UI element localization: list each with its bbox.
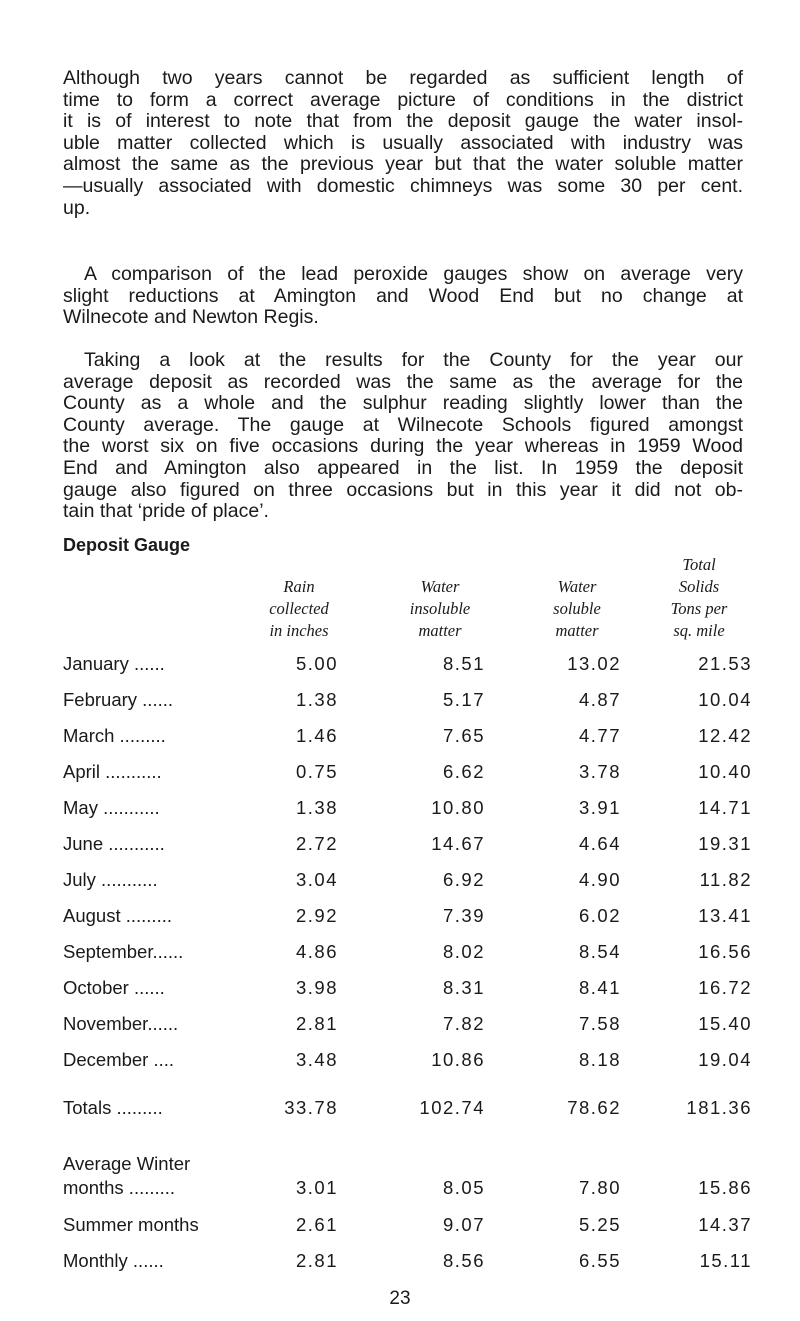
cell-insoluble: 7.65 <box>442 725 485 746</box>
text-line: it is of interest to note that from the deposit gauge the water insol- <box>63 110 743 133</box>
table-row <box>63 869 763 893</box>
text-line: County as a whole and the sulphur reading slightly lower than the <box>63 392 743 415</box>
cell-soluble: 7.80 <box>578 1177 621 1198</box>
cell-soluble: 6.02 <box>578 905 621 926</box>
paragraph-deposit-comparison <box>63 68 743 219</box>
cell-total: 181.36 <box>686 1097 752 1118</box>
header-line: matter <box>418 621 462 640</box>
cell-insoluble: 7.82 <box>442 1013 485 1034</box>
cell-total: 16.56 <box>698 941 752 962</box>
table-row <box>63 797 763 821</box>
cell-rain: 0.75 <box>295 761 338 782</box>
row-label: Monthly ...... <box>63 1250 164 1271</box>
cell-total: 15.11 <box>699 1250 752 1271</box>
cell-rain: 2.72 <box>295 833 338 854</box>
cell-total: 16.72 <box>698 977 752 998</box>
cell-soluble: 6.55 <box>578 1250 621 1271</box>
cell-rain: 1.38 <box>295 797 338 818</box>
row-label: August ......... <box>63 905 172 926</box>
header-line: Tons per <box>670 599 728 618</box>
cell-rain: 33.78 <box>284 1097 338 1118</box>
cell-total: 14.37 <box>698 1214 752 1235</box>
text-line: County average. The gauge at Wilnecote Schools figured amongst <box>63 413 743 436</box>
row-label: September...... <box>63 941 184 962</box>
cell-total: 19.31 <box>698 833 752 854</box>
text-line: A comparison of the lead peroxide gauges show on average very <box>84 263 743 285</box>
cell-rain: 2.81 <box>295 1013 338 1034</box>
summer-average-row <box>63 1214 763 1238</box>
totals-row <box>63 1097 763 1121</box>
cell-insoluble: 9.07 <box>442 1214 485 1235</box>
text-line: almost the same as the previous year but that the water soluble matter <box>63 153 743 176</box>
text-line: —usually associated with domestic chimneys was some 30 per cent. <box>63 174 743 197</box>
header-line: matter <box>555 621 599 640</box>
header-line: in inches <box>269 621 329 640</box>
cell-rain: 3.04 <box>295 869 338 890</box>
text-line: tain that ‘pride of place’. <box>63 500 269 523</box>
row-label: Totals ......... <box>63 1097 163 1118</box>
monthly-average-row <box>63 1250 763 1274</box>
cell-total: 13.41 <box>698 905 752 926</box>
cell-soluble: 13.02 <box>567 653 621 674</box>
cell-insoluble: 8.31 <box>442 977 485 998</box>
cell-soluble: 4.64 <box>578 833 621 854</box>
cell-insoluble: 6.92 <box>442 869 485 890</box>
table-row <box>63 1013 763 1037</box>
text-line: Wilnecote and Newton Regis. <box>63 306 319 329</box>
cell-soluble: 3.78 <box>578 761 621 782</box>
text-line: gauge also figured on three occasions but in this year it did not ob- <box>63 478 743 501</box>
cell-total: 21.53 <box>698 653 752 674</box>
cell-rain: 2.92 <box>295 905 338 926</box>
cell-total: 14.71 <box>698 797 752 818</box>
winter-average-row <box>63 1153 763 1201</box>
row-label: February ...... <box>63 689 174 710</box>
cell-rain: 1.38 <box>295 689 338 710</box>
cell-insoluble: 102.74 <box>419 1097 485 1118</box>
column-header-rain <box>244 576 354 642</box>
cell-rain: 3.98 <box>295 977 338 998</box>
table-row <box>63 761 763 785</box>
text-line: End and Amington also appeared in the list. In 1959 the deposit <box>63 456 743 479</box>
cell-insoluble: 6.62 <box>442 761 485 782</box>
row-label: July ........... <box>63 869 158 890</box>
cell-soluble: 4.87 <box>578 689 621 710</box>
cell-total: 12.42 <box>698 725 752 746</box>
cell-soluble: 8.41 <box>578 977 621 998</box>
row-label: Summer months <box>63 1214 199 1235</box>
table-row <box>63 653 763 677</box>
cell-total: 15.40 <box>698 1013 752 1034</box>
row-label: March ......... <box>63 725 166 746</box>
header-line: Total <box>682 555 716 574</box>
header-line: Rain <box>283 577 315 596</box>
row-label: December .... <box>63 1049 175 1070</box>
text-line: uble matter collected which is usually associated with industry was <box>63 131 743 154</box>
cell-total: 11.82 <box>699 869 752 890</box>
table-row <box>63 1049 763 1073</box>
row-label: November...... <box>63 1013 179 1034</box>
row-label: October ...... <box>63 977 165 998</box>
cell-insoluble: 5.17 <box>442 689 485 710</box>
table-title: Deposit Gauge <box>63 535 191 555</box>
row-label: months ......... <box>63 1177 176 1198</box>
cell-insoluble: 10.86 <box>431 1049 485 1070</box>
cell-total: 19.04 <box>698 1049 752 1070</box>
cell-soluble: 8.54 <box>578 941 621 962</box>
cell-insoluble: 8.51 <box>442 653 485 674</box>
cell-insoluble: 10.80 <box>431 797 485 818</box>
cell-rain: 4.86 <box>295 941 338 962</box>
table-row <box>63 725 763 749</box>
header-line: soluble <box>553 599 601 618</box>
cell-soluble: 5.25 <box>578 1214 621 1235</box>
table-row <box>63 977 763 1001</box>
text-line: slight reductions at Amington and Wood End but no change at <box>63 284 743 307</box>
header-line: Water <box>420 577 460 596</box>
header-line: Water <box>557 577 597 596</box>
page-number: 23 <box>389 1288 411 1309</box>
text-line: Although two years cannot be regarded as sufficient length of <box>63 67 743 89</box>
cell-total: 15.86 <box>698 1177 752 1198</box>
cell-total: 10.40 <box>698 761 752 782</box>
table-row <box>63 905 763 929</box>
cell-insoluble: 7.39 <box>442 905 485 926</box>
cell-insoluble: 8.05 <box>442 1177 485 1198</box>
header-line: collected <box>269 599 329 618</box>
cell-soluble: 3.91 <box>578 797 621 818</box>
cell-insoluble: 8.02 <box>442 941 485 962</box>
text-line: average deposit as recorded was the same as the average for the <box>63 370 743 393</box>
row-label: April ........... <box>63 761 162 782</box>
row-label: January ...... <box>63 653 165 674</box>
table-row <box>63 941 763 965</box>
cell-insoluble: 8.56 <box>442 1250 485 1271</box>
cell-soluble: 78.62 <box>567 1097 621 1118</box>
cell-soluble: 4.77 <box>578 725 621 746</box>
column-header-total <box>644 554 754 642</box>
cell-soluble: 8.18 <box>578 1049 621 1070</box>
text-line: up. <box>63 196 91 219</box>
text-line: Taking a look at the results for the County for the year our <box>84 349 743 371</box>
cell-soluble: 7.58 <box>578 1013 621 1034</box>
cell-rain: 3.48 <box>295 1049 338 1070</box>
cell-rain: 1.46 <box>295 725 338 746</box>
table-row <box>63 689 763 713</box>
text-line: time to form a correct average picture of conditions in the district <box>63 88 743 111</box>
text-line: the worst six on five occasions during the year whereas in 1959 Wood <box>63 435 743 458</box>
header-line: Solids <box>678 577 720 596</box>
cell-soluble: 4.90 <box>578 869 621 890</box>
paragraph-county-results <box>63 350 743 523</box>
cell-insoluble: 14.67 <box>431 833 485 854</box>
row-label: June ........... <box>63 833 165 854</box>
row-label: Average Winter <box>63 1153 191 1174</box>
header-line: sq. mile <box>673 621 725 640</box>
cell-rain: 5.00 <box>295 653 338 674</box>
column-header-insoluble <box>385 576 495 642</box>
cell-rain: 2.81 <box>295 1250 338 1271</box>
header-line: insoluble <box>409 599 471 618</box>
paragraph-lead-peroxide <box>63 264 743 329</box>
cell-rain: 2.61 <box>295 1214 338 1235</box>
table-row <box>63 833 763 857</box>
column-header-soluble <box>522 576 632 642</box>
cell-total: 10.04 <box>698 689 752 710</box>
cell-rain: 3.01 <box>295 1177 338 1198</box>
row-label: May ........... <box>63 797 160 818</box>
